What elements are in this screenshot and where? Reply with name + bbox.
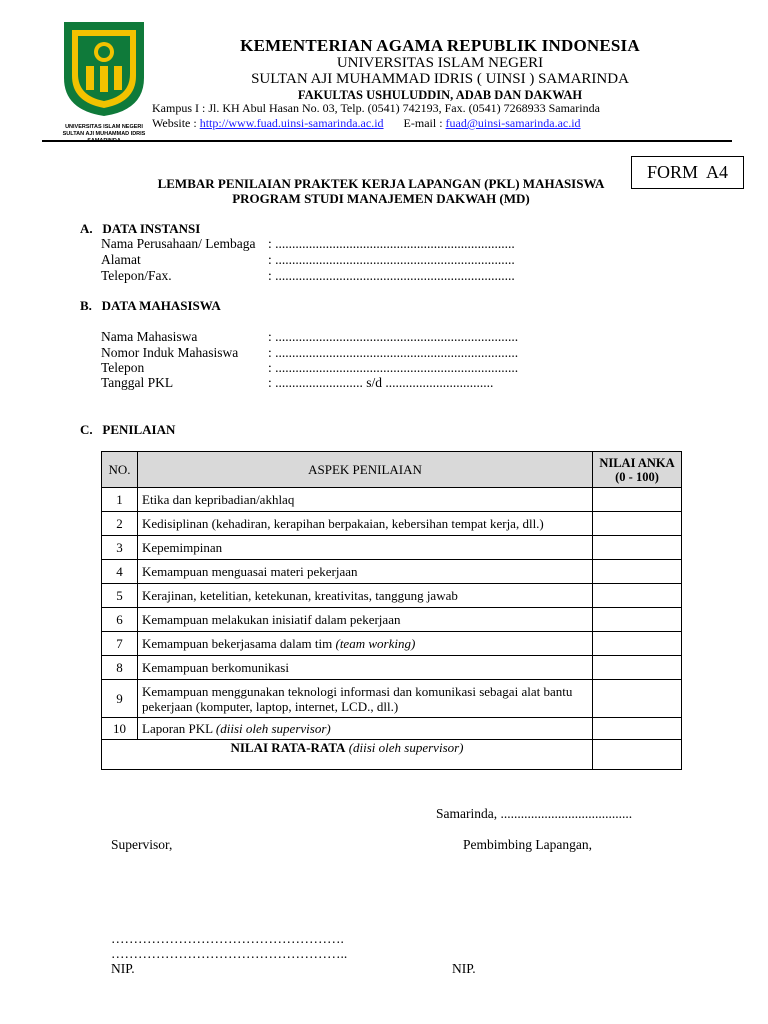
form-code: FORM A4	[646, 162, 729, 182]
row-score-cell[interactable]	[593, 584, 682, 608]
logo-caption-2: SULTAN AJI MUHAMMAD IDRIS	[62, 131, 146, 137]
row-aspect-text: Laporan PKL	[142, 720, 213, 736]
website-link[interactable]: http://www.fuad.uinsi-samarinda.ac.id	[199, 116, 384, 130]
field-phone-fax-label: Telepon/Fax.	[101, 268, 172, 283]
row-aspect: Kemampuan melakukan inisiatif dalam pekerjaan	[138, 608, 593, 632]
table-header-row	[102, 452, 682, 488]
assessment-table	[101, 451, 682, 770]
field-student-id-label: Nomor Induk Mahasiswa	[101, 345, 239, 360]
section-b-heading: B. DATA MAHASISWA	[80, 298, 221, 313]
col-score-header	[593, 452, 682, 488]
row-aspect-note: (team working)	[335, 635, 416, 651]
signature-line-2: ……………………………………………..	[111, 946, 348, 961]
field-phone-fax-value[interactable]: : .......................................................................	[268, 268, 515, 283]
signature-line-1: …………………………………………….	[111, 931, 344, 946]
row-aspect: Kemampuan menguasai materi pekerjaan	[138, 560, 593, 584]
col-aspect-header: ASPEK PENILAIAN	[138, 452, 593, 488]
table-row	[102, 488, 682, 512]
field-student-phone-value[interactable]: : ........................................................................	[268, 360, 519, 375]
col-score-header-1: NILAI ANKA	[599, 455, 675, 470]
row-number: 6	[102, 608, 138, 632]
form-title-line2: PROGRAM STUDI MANAJEMEN DAKWAH (MD)	[232, 191, 530, 206]
field-supervisor-label: Pembimbing Lapangan,	[463, 837, 592, 852]
row-aspect-text: Kemampuan bekerjasama dalam tim	[142, 635, 333, 651]
field-company-label: Nama Perusahaan/ Lembaga	[101, 236, 256, 251]
row-aspect: Kemampuan berkomunikasi	[138, 656, 593, 680]
average-label: NILAI RATA-RATA	[230, 740, 346, 755]
campus-name: SULTAN AJI MUHAMMAD IDRIS ( UINSI ) SAMARINDA	[251, 71, 629, 87]
field-company-value[interactable]: : .......................................................................	[268, 236, 515, 251]
row-aspect	[138, 632, 593, 656]
row-aspect: Etika dan kepribadian/akhlaq	[138, 488, 593, 512]
row-number: 3	[102, 536, 138, 560]
form-title-line1: LEMBAR PENILAIAN PRAKTEK KERJA LAPANGAN (PKL) MAHASISWA	[157, 176, 605, 191]
email-link[interactable]: fuad@uinsi-samarinda.ac.id	[445, 116, 581, 130]
field-pkl-date-label: Tanggal PKL	[101, 375, 174, 390]
table-row	[102, 608, 682, 632]
row-score-cell[interactable]	[593, 512, 682, 536]
contact-line	[152, 116, 581, 131]
website-label: Website :	[152, 116, 197, 130]
row-score-cell[interactable]	[593, 632, 682, 656]
email-label: E-mail :	[403, 116, 443, 130]
faculty-name: FAKULTAS USHULUDDIN, ADAB DAN DAKWAH	[297, 88, 583, 102]
row-number: 10	[102, 718, 138, 740]
table-row	[102, 632, 682, 656]
row-aspect	[138, 718, 593, 740]
col-no-header: NO.	[102, 452, 138, 488]
table-row	[102, 656, 682, 680]
row-aspect: Kedisiplinan (kehadiran, kerapihan berpakaian, kebersihan tempat kerja, dll.)	[138, 512, 593, 536]
header-rule	[42, 140, 732, 142]
row-number: 9	[102, 680, 138, 718]
row-score-cell[interactable]	[593, 718, 682, 740]
table-row	[102, 718, 682, 740]
university-logo	[58, 18, 150, 144]
field-student-name-value[interactable]: : ........................................................................	[268, 329, 519, 344]
section-c-heading: C. PENILAIAN	[80, 422, 176, 437]
table-row	[102, 512, 682, 536]
average-row	[102, 740, 682, 770]
table-row	[102, 680, 682, 718]
average-label-cell	[102, 740, 593, 770]
logo-caption-3: SAMARINDA	[87, 138, 121, 144]
row-number: 4	[102, 560, 138, 584]
field-address-value[interactable]: : .......................................................................	[268, 252, 515, 267]
field-pkl-date-value[interactable]: : .......................... s/d ................................	[268, 375, 494, 390]
nip-right: NIP.	[452, 961, 476, 976]
row-aspect: Kemampuan menggunakan teknologi informasi dan komunikasi sebagai alat bantu pekerjaan (komputer, laptop, internet, LCD., dll.)	[138, 680, 593, 718]
field-student-name-label: Nama Mahasiswa	[101, 329, 198, 344]
row-score-cell[interactable]	[593, 560, 682, 584]
ministry-title: KEMENTERIAN AGAMA REPUBLIK INDONESIA	[240, 36, 640, 55]
row-aspect: Kepemimpinan	[138, 536, 593, 560]
university-name: UNIVERSITAS ISLAM NEGERI	[336, 55, 544, 71]
table-row	[102, 560, 682, 584]
uin-emblem-icon	[58, 18, 150, 118]
average-note: (diisi oleh supervisor)	[348, 740, 464, 755]
table-row	[102, 536, 682, 560]
average-score-cell[interactable]	[593, 740, 682, 770]
supervisor-label: Supervisor,	[111, 837, 173, 852]
section-a-heading: A. DATA INSTANSI	[80, 221, 201, 236]
row-number: 2	[102, 512, 138, 536]
row-score-cell[interactable]	[593, 680, 682, 718]
field-address-label: Alamat	[101, 252, 141, 267]
address-line: Kampus I : Jl. KH Abul Hasan No. 03, Telp. (0541) 742193, Fax. (0541) 7268933 Samarinda	[152, 101, 600, 115]
row-number: 1	[102, 488, 138, 512]
nip-left: NIP.	[111, 961, 135, 976]
table-row	[102, 584, 682, 608]
place-date: Samarinda, .......................................	[436, 806, 633, 821]
field-student-id-value[interactable]: : ........................................................................	[268, 345, 519, 360]
row-score-cell[interactable]	[593, 608, 682, 632]
row-number: 7	[102, 632, 138, 656]
row-score-cell[interactable]	[593, 536, 682, 560]
row-aspect: Kerajinan, ketelitian, ketekunan, kreativitas, tanggung jawab	[138, 584, 593, 608]
row-number: 8	[102, 656, 138, 680]
row-aspect-note: (diisi oleh supervisor)	[215, 720, 331, 736]
row-score-cell[interactable]	[593, 656, 682, 680]
col-score-header-2: (0 - 100)	[615, 469, 659, 484]
row-number: 5	[102, 584, 138, 608]
field-student-phone-label: Telepon	[101, 360, 145, 375]
logo-caption-1: UNIVERSITAS ISLAM NEGERI	[65, 124, 143, 130]
row-score-cell[interactable]	[593, 488, 682, 512]
